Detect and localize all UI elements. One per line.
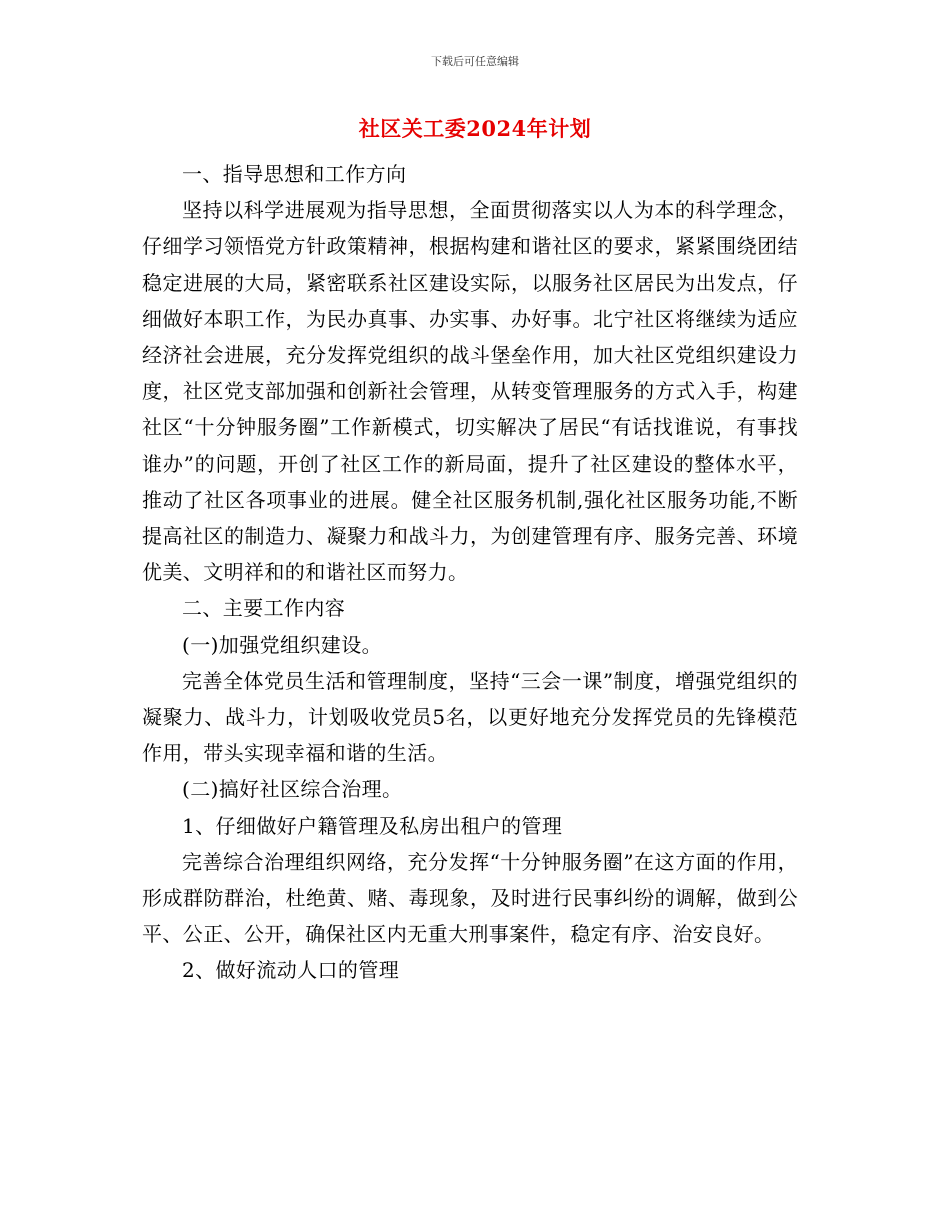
section-heading-2: 二、主要工作内容: [182, 596, 346, 621]
item-heading-1: 1、仔细做好户籍管理及私房出租户的管理: [182, 813, 563, 838]
header-note: 下载后可任意编辑: [431, 55, 519, 68]
paragraph-guiding-thought: 坚持以科学进展观为指导思想，全面贯彻落实以人为本的科学理念，仔细学习领悟党方针政策精神，根据构建和谐社区的要求，紧紧围绕团结稳定进展的大局，紧密联系社区建设实际，以服务社区居民为出发点，仔细做好本职工作，为民办真事、办实事、办好事。北宁社区将继续为适应经济社会进展，充分发挥党组织的战斗堡垒作用，加大社区党组织建设力度，社区党支部加强和创新社会管理，从转变管理服务的方式入手，构建社区“十分钟服务圈”工作新模式，切实解决了居民“有话找谁说，有事找谁办”的问题，开创了社区工作的新局面，提升了社区建设的整体水平，推动了社区各项事业的进展。健全社区服务机制,强化社区服务功能,不断提高社区的制造力、凝聚力和战斗力，为创建管理有序、服务完善、环境优美、文明祥和的和谐社区而努力。: [142, 198, 798, 585]
subsection-heading-1: (一)加强党组织建设。: [182, 632, 383, 657]
document-title: 社区关工委2024年计划: [358, 116, 592, 141]
section-heading-1: 一、指导思想和工作方向: [182, 162, 407, 186]
paragraph-governance: 完善综合治理组织网络，充分发挥“十分钟服务圈”在这方面的作用，形成群防群治，杜绝黄、赌、毒现象，及时进行民事纠纷的调解，做到公平、公正、公开，确保社区内无重大刑事案件，稳定有序、治安良好。: [142, 849, 798, 947]
paragraph-party-building: 完善全体党员生活和管理制度，坚持“三会一课”制度，增强党组织的凝聚力、战斗力，计划吸收党员5名，以更好地充分发挥党员的先锋模范作用，带头实现幸福和谐的生活。: [142, 668, 798, 766]
document-body: [142, 156, 798, 989]
subsection-heading-2: (二)搞好社区综合治理。: [182, 777, 403, 802]
item-heading-2: 2、做好流动人口的管理: [182, 958, 400, 983]
